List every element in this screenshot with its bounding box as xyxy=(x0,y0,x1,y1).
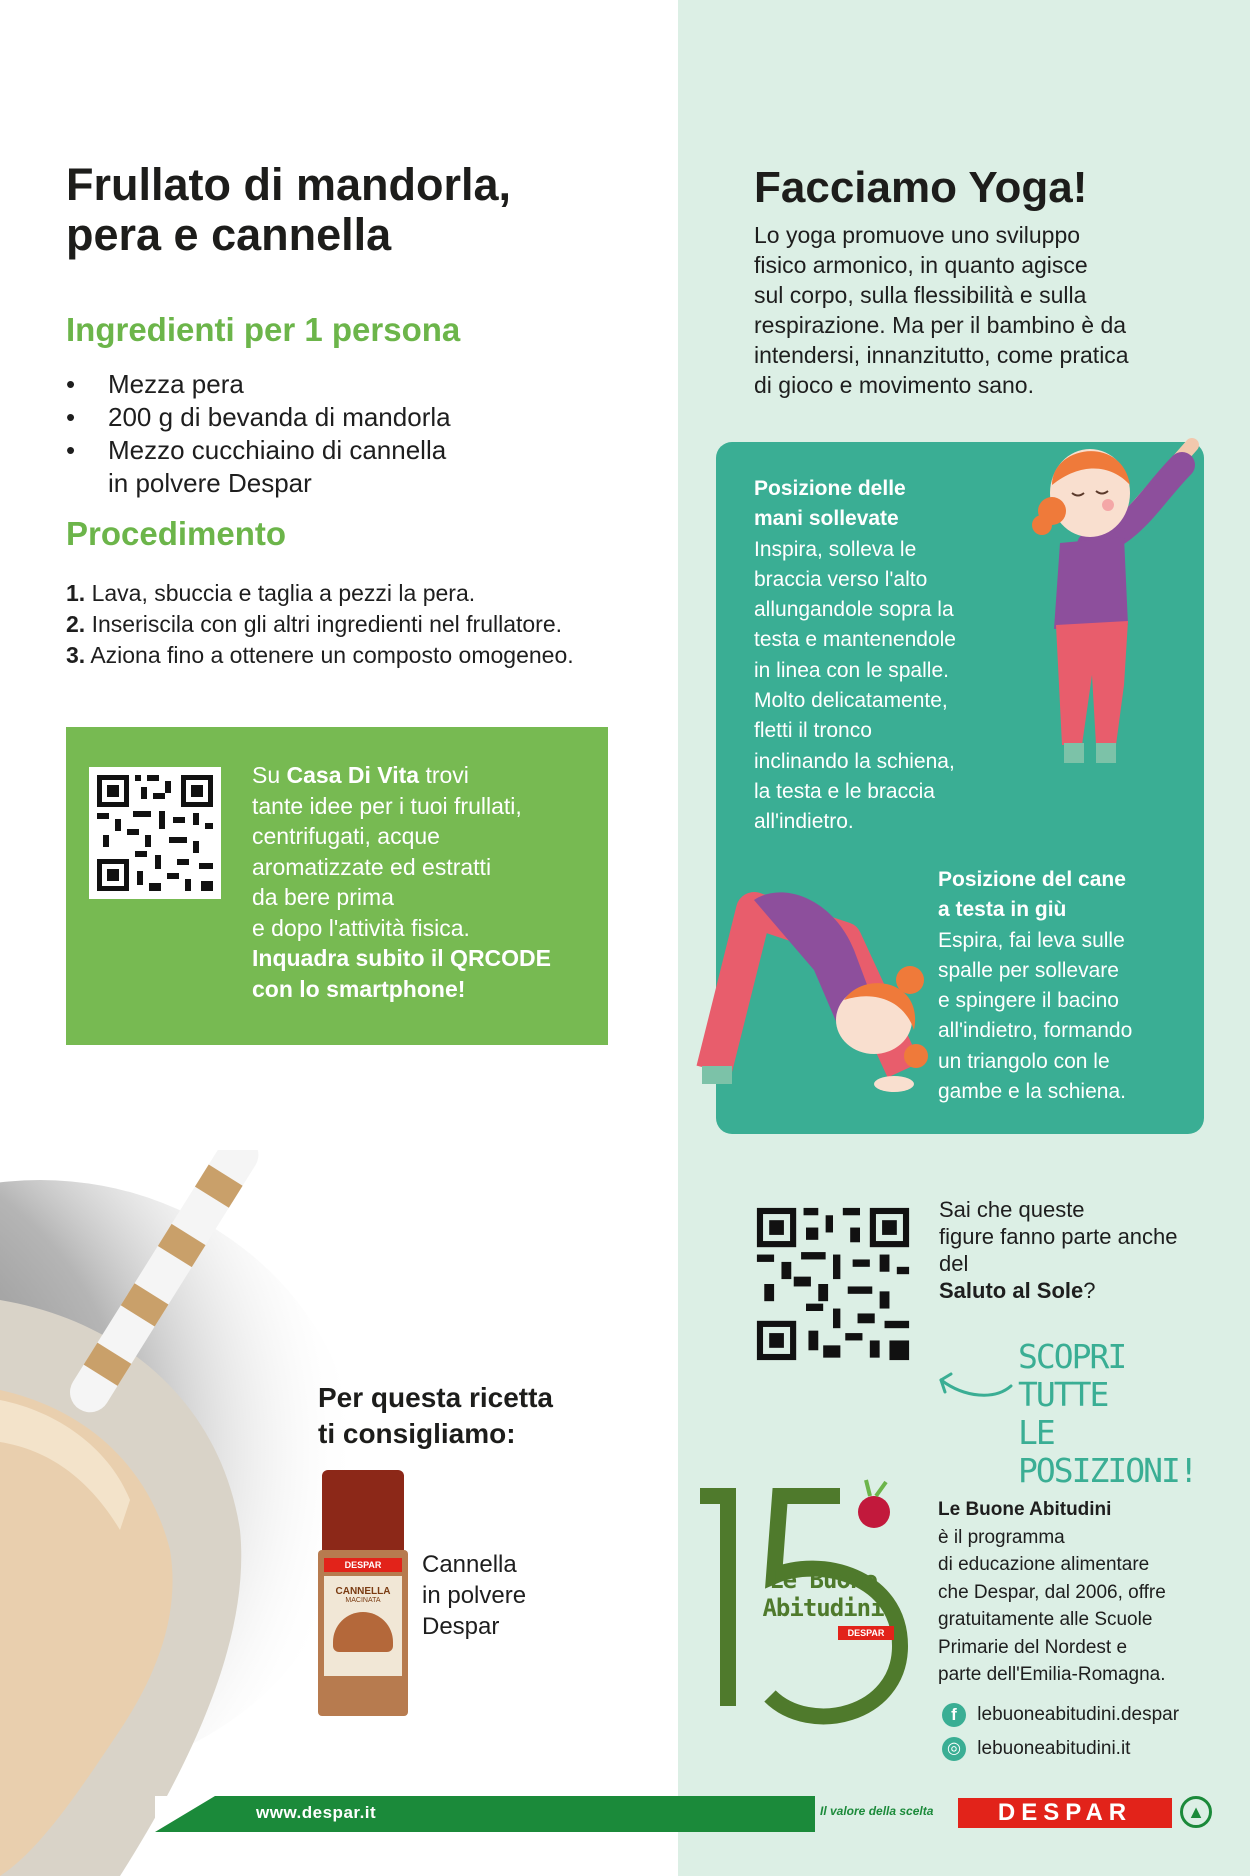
recipe-title-line2: pera e cannella xyxy=(66,209,392,260)
jar-brand-label: DESPAR xyxy=(324,1558,402,1572)
product-name: Cannella in polvere Despar xyxy=(422,1551,527,1640)
procedure-steps xyxy=(66,578,666,671)
saluto-al-sole-label: Saluto al Sole xyxy=(939,1278,1084,1303)
list-item: • Mezzo cucchiaino di cannella in polvere Despar xyxy=(66,434,586,500)
scopri-posizioni-link[interactable]: SCOPRI TUTTE LE POSIZIONI! xyxy=(1018,1337,1197,1490)
recipe-title-line1: Frullato di mandorla, xyxy=(66,159,512,210)
list-item: • 200 g di bevanda di mandorla xyxy=(66,401,586,434)
ingredients-list xyxy=(66,368,586,500)
yoga-intro: Lo yoga promuove uno sviluppo fisico armonico, in quanto agisce sul corpo, sulla flessibilità e sulla respirazione. Ma per il bambino è da intendersi, innanzitutto, come pratica di gioco e movimento sano. xyxy=(754,222,1129,398)
list-item: 3. Aziona fino a ottenere un composto omogeneo. xyxy=(66,642,574,668)
website-link[interactable] xyxy=(942,1734,1130,1764)
despar-tree-icon: ▲ xyxy=(1180,1796,1212,1828)
jar-product-sub: MACINATA xyxy=(345,1597,381,1604)
facebook-handle: lebuoneabitudini.despar xyxy=(977,1704,1180,1725)
procedure-heading: Procedimento xyxy=(66,515,287,552)
cinnamon-powder-icon xyxy=(333,1612,393,1652)
qr-code-icon xyxy=(89,767,221,899)
qr-code-icon xyxy=(752,1203,914,1365)
despar-website-link[interactable]: www.despar.it xyxy=(256,1803,377,1822)
casa-di-vita-box xyxy=(66,727,608,1045)
pose-1-text: Posizione delle mani sollevate Inspira, solleva le braccia verso l'alto allungandole sopra la testa e mantenendole in linea con le spalle. Molto delicatamente, fletti il tronco inclinando la schiena, la testa e le braccia all'indietro. xyxy=(754,474,1014,838)
smoothie-jar-illustration xyxy=(0,1150,360,1876)
website-url: lebuoneabitudini.it xyxy=(977,1738,1131,1759)
yoga-title: Facciamo Yoga! xyxy=(754,163,1088,212)
globe-icon: ◎ xyxy=(942,1737,966,1761)
qr-code[interactable] xyxy=(89,767,221,899)
jar-product-name: CANNELLA xyxy=(335,1586,391,1597)
pose-1-title: Posizione delle xyxy=(754,477,906,500)
girl-downward-dog-illustration xyxy=(694,870,934,1100)
jar-body xyxy=(318,1550,408,1716)
yoga-qr-code[interactable] xyxy=(752,1203,914,1365)
jar-cap xyxy=(322,1470,404,1552)
jar-label xyxy=(324,1576,402,1676)
cinnamon-jar-image xyxy=(318,1470,408,1716)
product-heading: Per questa ricetta ti consigliamo: xyxy=(318,1382,553,1449)
buone-abitudini-text: Le Buone Abitudini è il programma di educazione alimentare che Despar, dal 2006, offre gratuitamente alle Scuole Primarie del Nordest e parte dell'Emilia-Romagna. xyxy=(938,1499,1166,1685)
arrow-left-icon xyxy=(935,1368,1015,1404)
list-item: 2. Inseriscila con gli altri ingredienti nel frullatore. xyxy=(66,611,563,637)
girl-arms-raised-illustration xyxy=(1012,425,1222,775)
ingredients-heading: Ingredienti per 1 persona xyxy=(66,311,461,348)
despar-logo: DESPAR xyxy=(958,1798,1172,1828)
facebook-icon: f xyxy=(942,1703,966,1727)
buone-abitudini-logo-text: Le Buone Abitudini xyxy=(762,1566,884,1622)
pose-2-title: Posizione del cane xyxy=(938,868,1126,891)
recipe-title xyxy=(66,160,626,260)
casa-di-vita-text: Su Casa Di Vita trovi tante idee per i tuoi frullati, centrifugati, acque aromatizzate ed estratti da bere prima e dopo l'attività fisica. Inquadra subito il QRCODE con lo smartphone! xyxy=(252,762,552,1002)
facebook-link[interactable] xyxy=(942,1700,1179,1730)
buone-abitudini-title: Le Buone Abitudini xyxy=(938,1499,1112,1520)
casa-di-vita-brand: Casa Di Vita xyxy=(286,762,420,788)
despar-logo-small: DESPAR xyxy=(838,1626,894,1640)
list-item: 1. Lava, sbuccia e taglia a pezzi la pera. xyxy=(66,580,476,606)
saluto-al-sole-text: Sai che queste figure fanno parte anche del Saluto al Sole? xyxy=(939,1197,1178,1303)
footer-tagline: Il valore della scelta xyxy=(820,1804,934,1818)
qr-call-to-action: Inquadra subito il QRCODE xyxy=(252,945,552,971)
pose-2-text: Posizione del cane a testa in giù Espira, fai leva sulle spalle per sollevare e spingere il bacino all'indietro, formando un triangolo con le gambe e la schiena. xyxy=(938,865,1200,1107)
list-item: • Mezza pera xyxy=(66,368,586,401)
